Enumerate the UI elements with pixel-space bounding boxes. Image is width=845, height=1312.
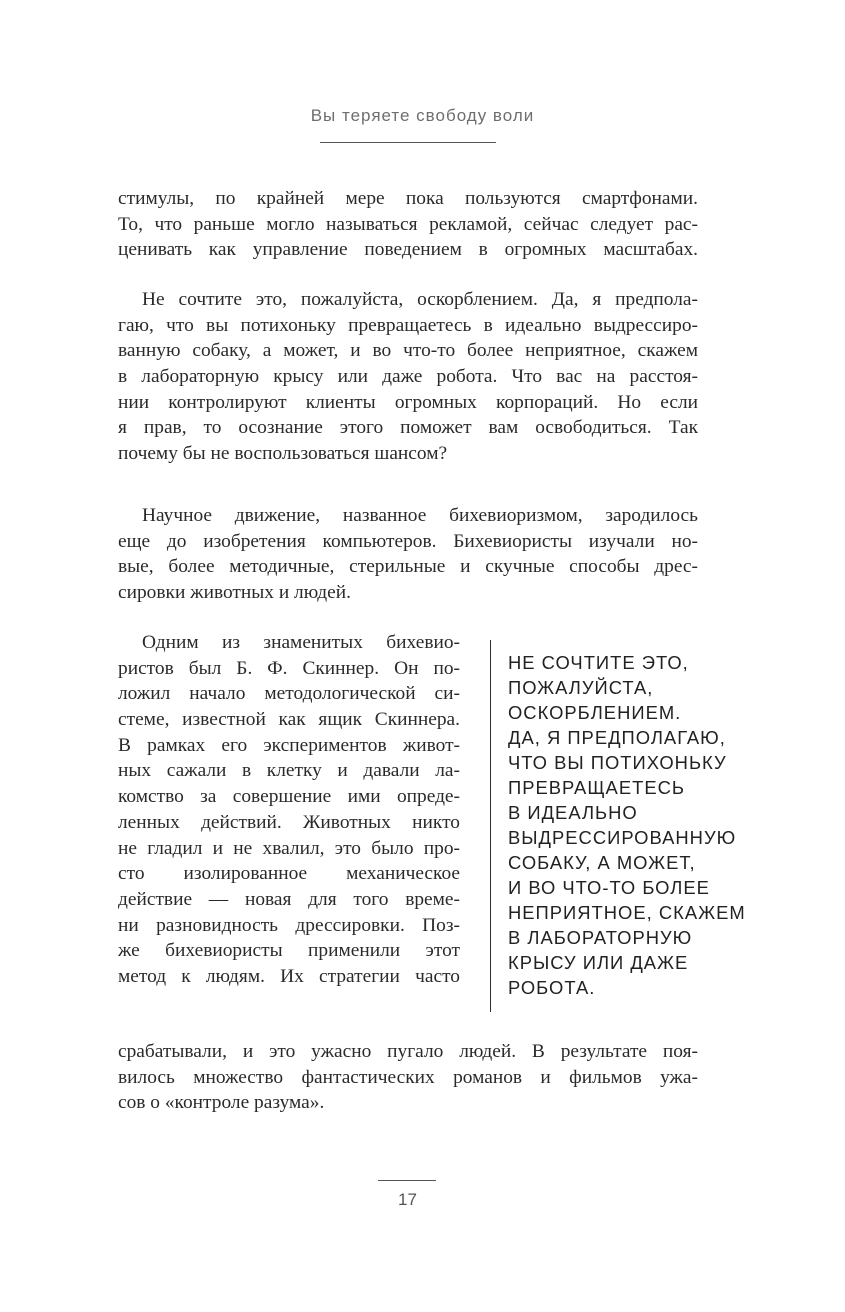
text-line: действие — новая для того време- xyxy=(118,888,460,910)
text-line: ристов был Б. Ф. Скиннер. Он по- xyxy=(118,657,460,679)
text-line: гаю, что вы потихоньку превращаетесь в идеально выдрессиро- xyxy=(118,314,698,336)
pull-quote-line: ДА, Я ПРЕДПОЛАГАЮ, xyxy=(508,727,726,748)
paragraph-4 xyxy=(118,630,460,990)
running-head: Вы теряете свободу воли xyxy=(310,106,535,125)
text-line: Научное движение, названное бихевиоризмом, зародилось xyxy=(142,505,698,526)
pull-quote-line: РОБОТА. xyxy=(508,977,596,998)
text-line: же бихевиористы применили этот xyxy=(118,940,460,962)
paragraph-4-continued xyxy=(118,1039,698,1116)
text-line: стеме, известной как ящик Скиннера. xyxy=(118,709,460,731)
pull-quote-line: И ВО ЧТО-ТО БОЛЕЕ xyxy=(508,877,710,898)
text-line: стимулы, по крайней мере пока пользуются смартфонами. xyxy=(118,188,698,209)
text-line: вилось множество фантастических романов и фильмов ужа- xyxy=(118,1066,698,1088)
paragraph-2 xyxy=(118,287,698,467)
text-line: в лабораторную крысу или даже робота. Что вас на расстоя- xyxy=(118,366,698,388)
text-line: ных сажали в клетку и давали ла- xyxy=(118,760,460,782)
text-line: еще до изобретения компьютеров. Бихевиористы изучали но- xyxy=(118,530,698,552)
pull-quote xyxy=(508,650,838,1000)
pull-quote-line: ПОЖАЛУЙСТА, xyxy=(508,677,654,698)
pull-quote-line: ЧТО ВЫ ПОТИХОНЬКУ xyxy=(508,752,727,773)
pull-quote-rule xyxy=(490,640,491,1012)
pull-quote-line: СОБАКУ, А МОЖЕТ, xyxy=(508,852,696,873)
text-line: сто изолированное механическое xyxy=(118,863,460,885)
pull-quote-line: НЕПРИЯТНОЕ, СКАЖЕМ xyxy=(508,902,746,923)
text-line: Одним из знаменитых бихевио- xyxy=(142,632,460,653)
text-line: не гладил и не хвалил, это было про- xyxy=(118,837,460,859)
text-line: То, что раньше могло называться рекламой, сейчас следует рас- xyxy=(118,213,698,235)
text-line: сировки животных и людей. xyxy=(118,582,351,604)
text-line: В рамках его экспериментов живот- xyxy=(118,734,460,756)
text-line: ленных действий. Животных никто xyxy=(118,811,460,833)
text-line: нии контролируют клиенты огромных корпораций. Но если xyxy=(118,391,698,413)
text-line: почему бы не воспользоваться шансом? xyxy=(118,443,448,465)
text-line: срабатывали, и это ужасно пугало людей. В результате поя- xyxy=(118,1041,698,1062)
paragraph-3 xyxy=(118,503,698,606)
pull-quote-line: В ИДЕАЛЬНО xyxy=(508,802,638,823)
text-line: я прав, то осознание этого поможет вам освободиться. Так xyxy=(118,417,698,439)
pull-quote-line: НЕ СОЧТИТЕ ЭТО, xyxy=(508,652,689,673)
text-line: ванную собаку, а может, и во что-то более неприятное, скажем xyxy=(118,340,698,362)
text-line: ни разновидность дрессировки. Поз- xyxy=(118,914,460,936)
text-line: ценивать как управление поведением в огромных масштабах. xyxy=(118,239,698,261)
text-line: комство за совершение ими опреде- xyxy=(118,786,460,808)
text-line: сов о «контроле разума». xyxy=(118,1092,325,1114)
text-line: вые, более методичные, стерильные и скучные способы дрес- xyxy=(118,556,698,578)
page-number: 17 xyxy=(398,1190,417,1209)
running-head-rule xyxy=(320,142,496,143)
pull-quote-line: ОСКОРБЛЕНИЕМ. xyxy=(508,702,682,723)
paragraph-1 xyxy=(118,186,698,263)
text-line: ложил начало методологической си- xyxy=(118,683,460,705)
pull-quote-line: ПРЕВРАЩАЕТЕСЬ xyxy=(508,777,685,798)
pull-quote-line: КРЫСУ ИЛИ ДАЖЕ xyxy=(508,952,689,973)
pull-quote-line: В ЛАБОРАТОРНУЮ xyxy=(508,927,693,948)
text-line: Не сочтите это, пожалуйста, оскорблением. Да, я предпола- xyxy=(142,289,698,310)
pull-quote-line: ВЫДРЕССИРОВАННУЮ xyxy=(508,827,737,848)
page-number-rule xyxy=(378,1180,436,1181)
text-line: метод к людям. Их стратегии часто xyxy=(118,965,460,987)
